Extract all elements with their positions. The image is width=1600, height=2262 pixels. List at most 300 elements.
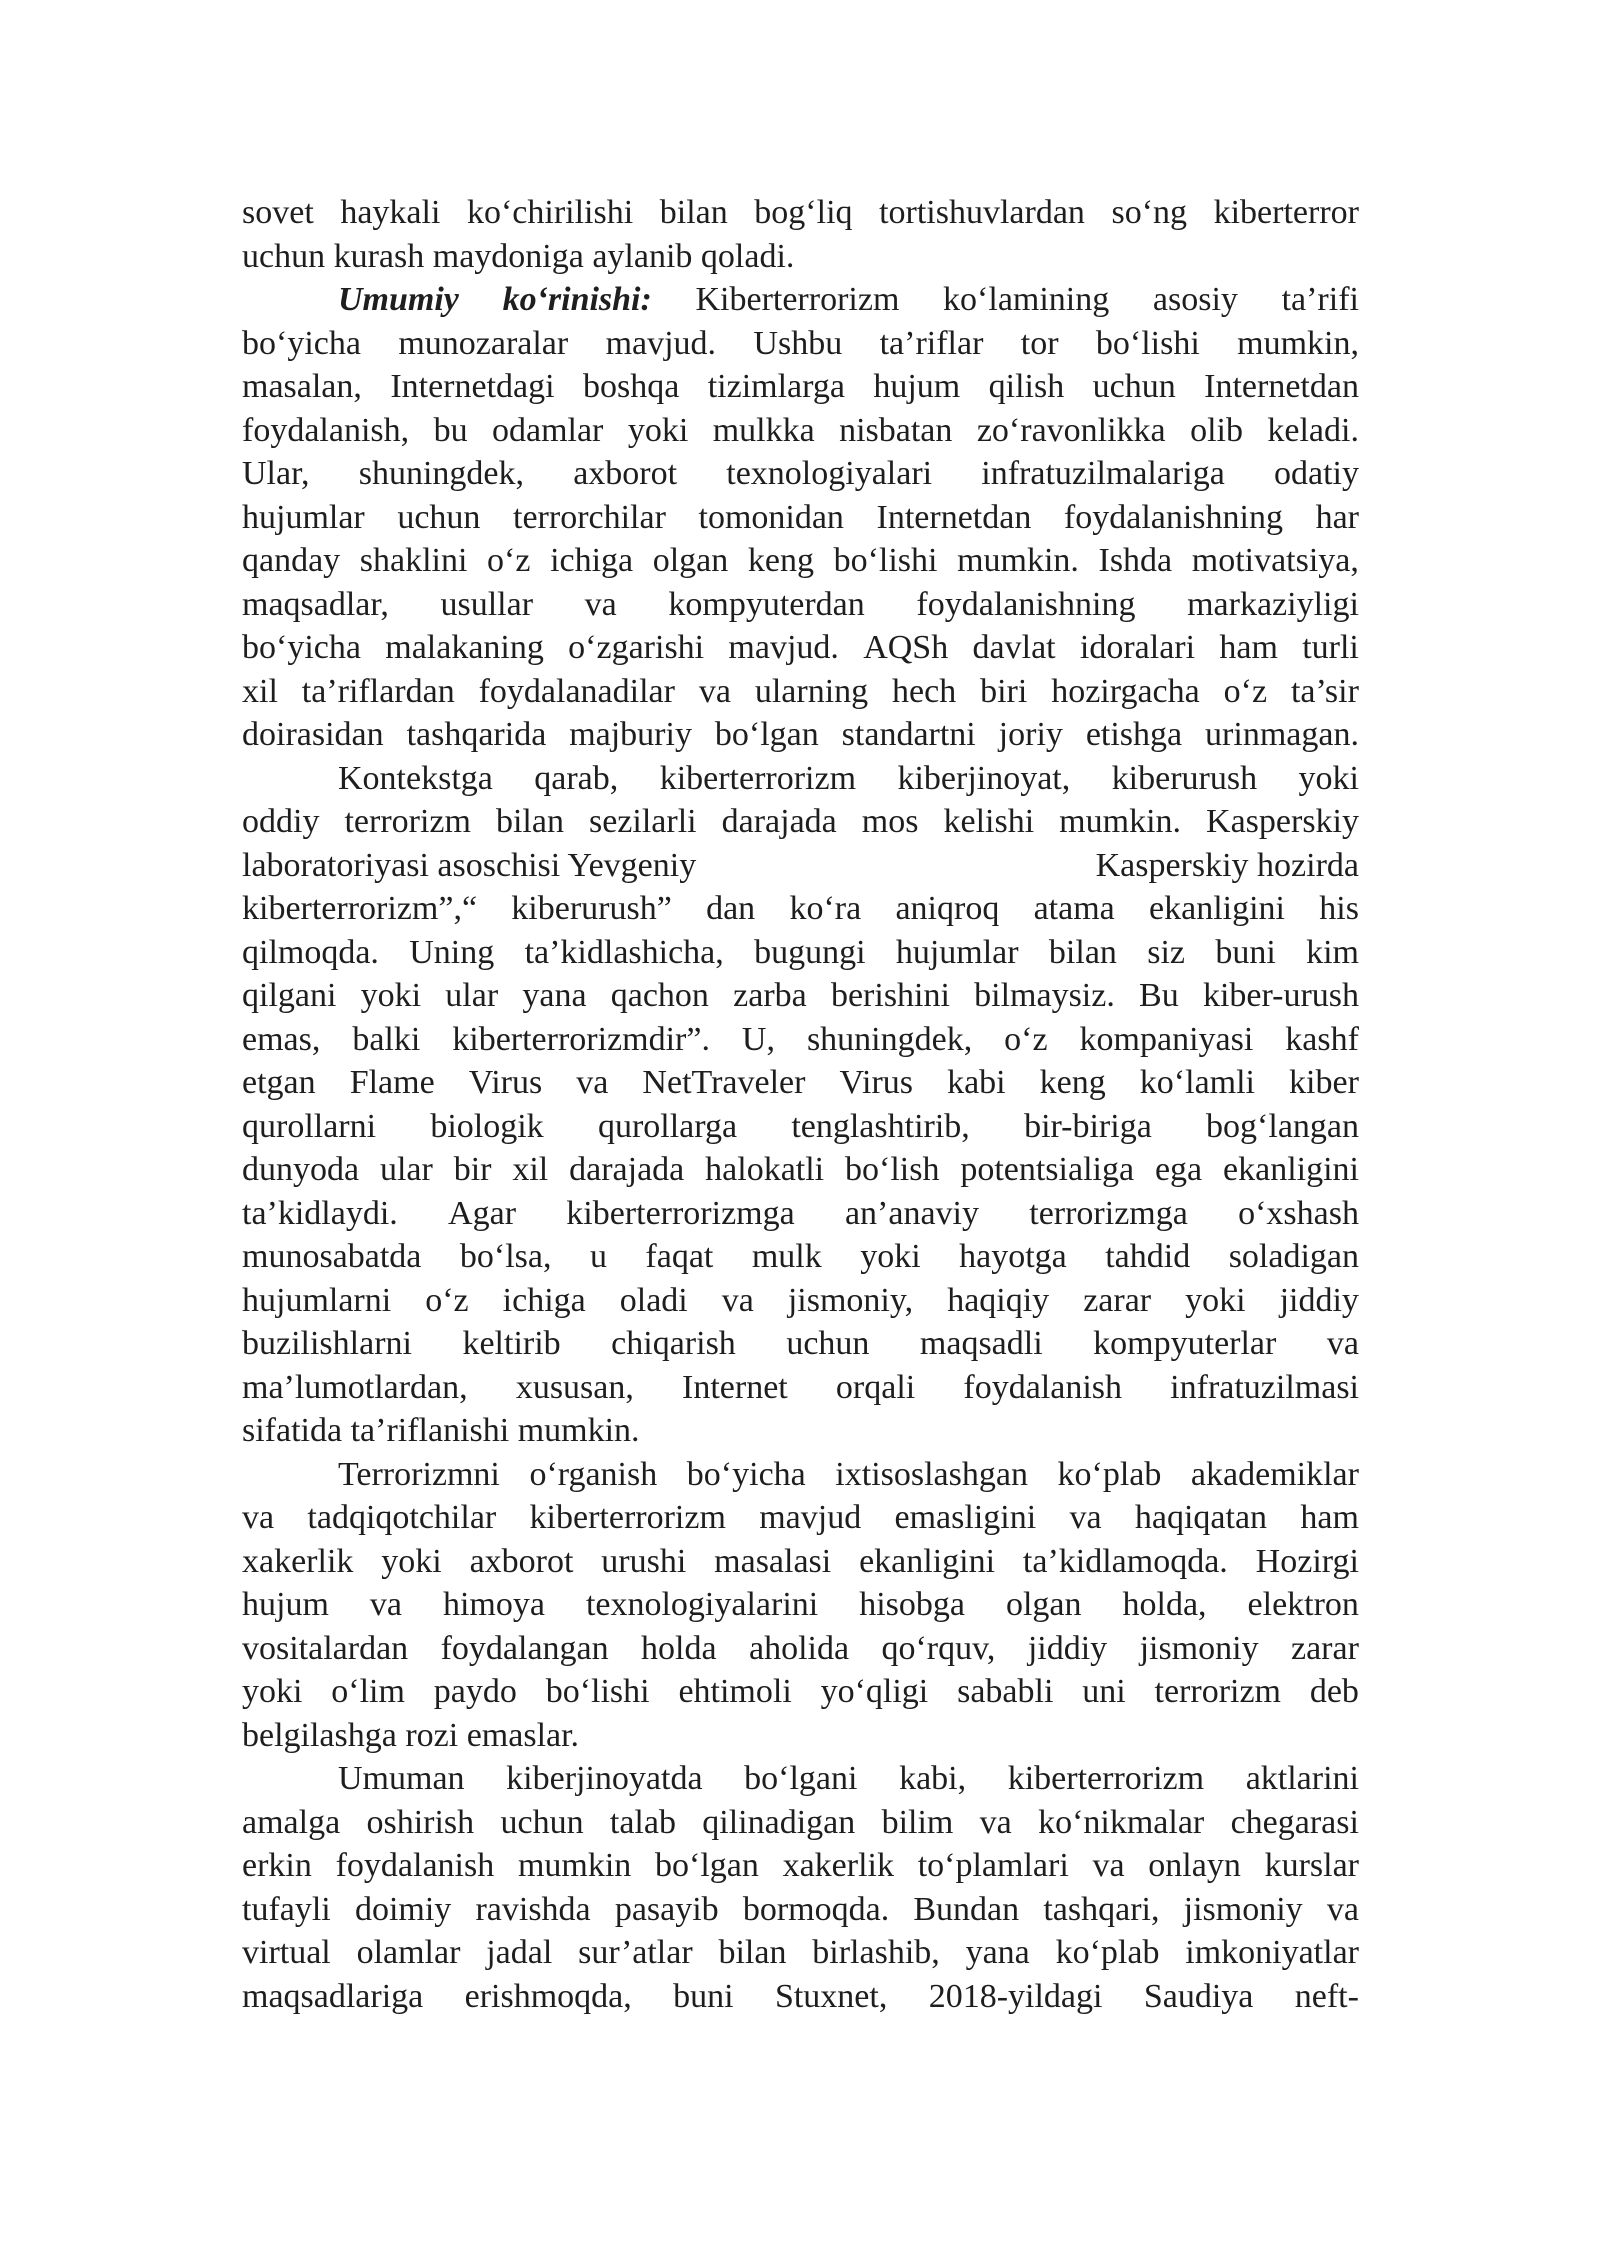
word: bo‘lishi xyxy=(833,542,938,579)
word: aktlarini xyxy=(1245,1760,1359,1797)
text-line xyxy=(242,713,1359,757)
word: foydalanish, xyxy=(242,411,410,449)
word: emas, xyxy=(242,1020,321,1058)
word: ko‘nikmalar xyxy=(1038,1803,1205,1841)
word: boshqa xyxy=(582,368,680,405)
text-line xyxy=(242,1279,1359,1323)
word: malakaning xyxy=(385,629,544,666)
text-fragment: laboratoriyasi asoschisi Yevgeniy xyxy=(242,846,697,884)
word: davlat xyxy=(972,629,1056,666)
word: bilan xyxy=(1048,933,1117,971)
word: kiber xyxy=(1289,1064,1359,1101)
word: biri xyxy=(980,672,1028,710)
word: zarar xyxy=(1291,1629,1359,1667)
word: urinmagan. xyxy=(1205,716,1359,753)
word: va xyxy=(1092,1847,1125,1884)
word: va xyxy=(1326,1325,1359,1362)
word: mulk xyxy=(751,1238,822,1275)
text-line xyxy=(242,757,1359,801)
word: va xyxy=(369,1586,402,1623)
word: ravishda xyxy=(475,1890,591,1928)
word: maqsadlar, xyxy=(242,585,389,623)
word: olgan xyxy=(652,542,729,579)
word: foydalanishning xyxy=(916,585,1136,623)
word: bo‘lsa, xyxy=(459,1238,552,1275)
word: axborot xyxy=(469,1542,574,1580)
word: Internetdagi xyxy=(390,368,555,405)
word: axborot xyxy=(573,455,678,492)
word: bilim xyxy=(881,1803,954,1841)
word: turli xyxy=(1302,629,1359,666)
word: bo‘lgan xyxy=(655,1847,759,1884)
subheading-word: Umumiy xyxy=(338,281,459,318)
text-line xyxy=(242,452,1359,496)
word: ichiga xyxy=(550,542,634,579)
word: qo‘rquv, xyxy=(881,1629,996,1667)
word: o‘lim xyxy=(331,1673,405,1710)
word: ta’riflar xyxy=(879,324,984,362)
word: qilinadigan xyxy=(702,1803,856,1841)
word: bo‘lgani xyxy=(744,1760,858,1797)
word: infratuzilmalariga xyxy=(981,455,1225,492)
word: o‘z xyxy=(425,1281,469,1319)
word: ta’sir xyxy=(1290,672,1359,710)
word: shuningdek, xyxy=(806,1020,973,1058)
word: halokatli xyxy=(705,1151,825,1188)
text-line xyxy=(242,1757,1359,1801)
word: hayotga xyxy=(959,1238,1067,1275)
word: ko‘plab xyxy=(1055,1934,1160,1971)
word: mumkin xyxy=(517,1847,632,1884)
word: balki xyxy=(352,1020,421,1058)
word: Kiberterrorizm xyxy=(695,281,900,318)
word: nisbatan xyxy=(839,411,953,449)
text-line xyxy=(242,1366,1359,1410)
word: va xyxy=(721,1281,754,1319)
word: so‘ng xyxy=(1111,194,1188,231)
word: himoya xyxy=(442,1586,545,1623)
word: masalan, xyxy=(242,368,362,405)
word: xususan, xyxy=(515,1368,634,1406)
word: bilan xyxy=(495,803,564,840)
word: dunyoda xyxy=(242,1151,360,1188)
word: kiberurush xyxy=(1111,759,1258,797)
word: har xyxy=(1315,498,1359,536)
word: emaslar. xyxy=(466,1716,580,1754)
word: neft- xyxy=(1294,1977,1359,2015)
word: biologik xyxy=(430,1107,544,1145)
word: aholida xyxy=(748,1629,850,1667)
text-line xyxy=(242,235,1359,279)
word: jiddiy xyxy=(1027,1629,1108,1667)
word: o‘rganish xyxy=(529,1455,658,1493)
word: zarba xyxy=(733,977,807,1014)
word: Virus xyxy=(839,1064,914,1101)
word: terrorizmga xyxy=(1029,1194,1188,1232)
word: bormoqda. xyxy=(742,1890,890,1928)
word: pasayib xyxy=(614,1890,719,1928)
word: yoki xyxy=(360,977,422,1014)
text-line xyxy=(242,1714,1359,1758)
word: Ular, xyxy=(242,455,310,492)
word: keng xyxy=(747,542,814,579)
word: tashqarida xyxy=(406,716,547,753)
word: yoki xyxy=(860,1238,921,1275)
word: jiddiy xyxy=(1279,1281,1359,1319)
word: qilmoqda. xyxy=(242,933,379,971)
text-line xyxy=(242,1540,1359,1584)
word: aylanib xyxy=(592,237,701,275)
word: mavjud. xyxy=(728,629,839,666)
text-line xyxy=(242,626,1359,670)
word: buzilishlarni xyxy=(242,1325,412,1362)
word: munosabatda xyxy=(242,1238,422,1275)
word: hujum xyxy=(242,1586,329,1623)
paragraph xyxy=(242,278,1359,757)
text-line xyxy=(242,539,1359,583)
word: yo‘qligi xyxy=(820,1673,929,1710)
word: erkin xyxy=(242,1847,312,1884)
word: rozi xyxy=(405,1716,467,1754)
word: va xyxy=(242,1499,275,1536)
word: mumkin. xyxy=(517,1412,640,1449)
word: birlashib, xyxy=(812,1934,940,1971)
word: qilish xyxy=(988,368,1065,405)
word: texnologiyalari xyxy=(726,455,933,492)
word: etgan xyxy=(242,1064,316,1101)
word: ta’kidlamoqda. xyxy=(1022,1542,1228,1580)
word: kelishi xyxy=(943,803,1035,840)
word: mavjud xyxy=(759,1499,862,1536)
text-line xyxy=(242,191,1359,235)
word: yoki xyxy=(1298,759,1359,797)
word: oladi xyxy=(619,1281,688,1319)
word: buni xyxy=(1215,933,1276,971)
text-line xyxy=(242,844,1359,888)
word: kabi, xyxy=(899,1760,967,1797)
word: sezilarli xyxy=(588,803,697,840)
word: ko‘chirilishi xyxy=(466,194,634,231)
word: ular xyxy=(379,1151,433,1188)
word: texnologiyalarini xyxy=(585,1586,819,1623)
word: erishmoqda, xyxy=(464,1977,632,2015)
text-line xyxy=(242,1409,1359,1453)
word: imkoniyatlar xyxy=(1185,1934,1359,1971)
word: ta’riflanishi xyxy=(350,1412,518,1449)
word: tortishuvlardan xyxy=(879,194,1085,231)
word: odatiy xyxy=(1274,455,1359,492)
word: elektron xyxy=(1247,1586,1359,1623)
text-line xyxy=(242,365,1359,409)
word: olgan xyxy=(1005,1586,1082,1623)
word: kompaniyasi xyxy=(1079,1020,1254,1058)
word: ularning xyxy=(754,672,869,710)
word: bo‘lishi xyxy=(545,1673,650,1710)
paragraph xyxy=(242,191,1359,278)
word: bilmaysiz. xyxy=(974,977,1115,1014)
word: Kontekstga xyxy=(338,759,493,797)
word: kiberterrorizmga xyxy=(566,1194,795,1232)
word: xil xyxy=(512,1151,549,1188)
text-line xyxy=(242,496,1359,540)
word: maqsadlariga xyxy=(242,1977,424,2015)
word: ko‘lamli xyxy=(1139,1064,1255,1101)
word: haqiqiy xyxy=(947,1281,1050,1319)
word: o‘xshash xyxy=(1238,1194,1359,1232)
word: darajada xyxy=(721,803,837,840)
word: Umuman xyxy=(338,1760,465,1797)
word: Hozirgi xyxy=(1255,1542,1359,1580)
word: uchun xyxy=(242,237,334,275)
word: talab xyxy=(609,1803,676,1841)
word: Kasperskiy xyxy=(1206,803,1359,840)
word: asosiy xyxy=(1152,281,1238,318)
word: tufayli xyxy=(242,1890,331,1928)
text-line xyxy=(242,1888,1359,1932)
word: Flame xyxy=(349,1064,435,1101)
word: tadqiqotchilar xyxy=(307,1499,497,1536)
word: bir xyxy=(453,1151,492,1188)
word: ko‘lamining xyxy=(943,281,1110,318)
word: ichiga xyxy=(502,1281,586,1319)
word: akademiklar xyxy=(1190,1455,1359,1493)
word: zarar xyxy=(1083,1281,1152,1319)
word: odamlar xyxy=(491,411,604,449)
word: hozirgacha xyxy=(1051,672,1200,710)
word: masalasi xyxy=(714,1542,832,1580)
word: va xyxy=(698,672,731,710)
word: tomonidan xyxy=(698,498,844,536)
word: kiberterrorizmdir”. xyxy=(452,1020,710,1058)
word: etishga xyxy=(1085,716,1183,753)
word: siz xyxy=(1147,933,1185,971)
word: atama xyxy=(1033,890,1115,927)
word: kiberterrorizm”,“ xyxy=(242,890,478,927)
word: deb xyxy=(1309,1673,1359,1710)
word: yoki xyxy=(627,411,689,449)
text-line xyxy=(242,974,1359,1018)
text-line xyxy=(242,1148,1359,1192)
word: onlayn xyxy=(1148,1847,1241,1884)
word: ixtisoslashgan xyxy=(835,1455,1028,1493)
word: aniqroq xyxy=(895,890,1000,927)
word: ta’kidlashicha, xyxy=(524,933,724,971)
word: mumkin. xyxy=(957,542,1079,579)
word: his xyxy=(1319,890,1359,927)
word: idoralari xyxy=(1079,629,1196,666)
word: va xyxy=(979,1803,1012,1841)
word: zo‘ravonlikka xyxy=(976,411,1166,449)
word: kiberterrorizm xyxy=(1007,1760,1205,1797)
word: uchun xyxy=(1092,368,1176,405)
word: chiqarish xyxy=(611,1325,736,1362)
word: tashqari, xyxy=(1043,1890,1160,1928)
word: keladi. xyxy=(1267,411,1359,449)
word: ta’rifi xyxy=(1281,281,1359,318)
word: belgilashga xyxy=(242,1716,406,1754)
word: tahdid xyxy=(1105,1238,1191,1275)
word: Stuxnet, xyxy=(774,1977,888,2015)
word: kiberterrorizm xyxy=(529,1499,726,1536)
word: virtual xyxy=(242,1934,331,1971)
word: bu xyxy=(433,411,468,449)
word: o‘z xyxy=(1004,1020,1048,1058)
word: sur’atlar xyxy=(578,1934,693,1971)
text-line xyxy=(242,322,1359,366)
word: emasligini xyxy=(894,1499,1037,1536)
word: orqali xyxy=(835,1368,916,1406)
word: Internet xyxy=(682,1368,788,1406)
word: amalga xyxy=(242,1803,341,1841)
word: Bundan xyxy=(913,1890,1020,1928)
word: soladigan xyxy=(1228,1238,1359,1275)
word: uchun xyxy=(500,1803,584,1841)
word: uni xyxy=(1082,1673,1126,1710)
text-line xyxy=(242,800,1359,844)
word: joriy xyxy=(998,716,1063,753)
word: AQSh xyxy=(863,629,949,666)
word: Internetdan xyxy=(876,498,1032,536)
word: uchun xyxy=(786,1325,870,1362)
text-line xyxy=(242,1496,1359,1540)
word: terrorchilar xyxy=(513,498,666,536)
word: xakerlik xyxy=(242,1542,354,1580)
text-line xyxy=(242,1627,1359,1671)
word: holda, xyxy=(1122,1586,1207,1623)
word: ta’riflardan xyxy=(301,672,455,710)
word: potentsialiga xyxy=(960,1151,1135,1188)
word: hujumlarni xyxy=(242,1281,392,1319)
word: mos xyxy=(861,803,919,840)
text-line xyxy=(242,278,1359,322)
text-line xyxy=(242,1844,1359,1888)
word: olib xyxy=(1190,411,1243,449)
word: jismoniy, xyxy=(787,1281,914,1319)
word: kiberterror xyxy=(1213,194,1359,231)
word: ehtimoli xyxy=(678,1673,792,1710)
word: kiberterrorizm xyxy=(659,759,857,797)
word: maydoniga xyxy=(432,237,593,275)
word: o‘z xyxy=(487,542,531,579)
word: berishini xyxy=(830,977,950,1014)
word: kim xyxy=(1306,933,1359,971)
text-line xyxy=(242,583,1359,627)
word: terrorizm xyxy=(1154,1673,1282,1710)
word: foydalanish xyxy=(963,1368,1123,1406)
word: jismoniy xyxy=(1183,1890,1303,1928)
word: hech xyxy=(892,672,957,710)
word: urushi xyxy=(601,1542,687,1580)
word: yoki xyxy=(1185,1281,1246,1319)
word: va xyxy=(1326,1890,1359,1928)
word: mumkin. xyxy=(1059,803,1182,840)
word: sovet xyxy=(242,194,314,231)
text-line xyxy=(242,1931,1359,1975)
text-line xyxy=(242,409,1359,453)
word: ta’kidlaydi. xyxy=(242,1194,398,1232)
text-line xyxy=(242,670,1359,714)
word: U, xyxy=(741,1020,775,1058)
text-line xyxy=(242,1018,1359,1062)
word: yana xyxy=(965,1934,1030,1971)
word: doirasidan xyxy=(242,716,384,753)
word: bir-biriga xyxy=(1024,1107,1152,1145)
word: kashf xyxy=(1285,1020,1359,1058)
word: ekanligini xyxy=(1223,1151,1359,1188)
word: tenglashtirib, xyxy=(791,1107,970,1145)
word: markaziyligi xyxy=(1187,585,1359,623)
word: kompyuterlar xyxy=(1093,1325,1277,1362)
word: ega xyxy=(1154,1151,1203,1188)
word: qachon xyxy=(610,977,709,1014)
word: xakerlik xyxy=(782,1847,894,1884)
word: buni xyxy=(673,1977,734,2015)
word: shuningdek, xyxy=(358,455,525,492)
word: qanday xyxy=(242,542,341,579)
word: qurollarni xyxy=(242,1107,377,1145)
text-line xyxy=(242,1061,1359,1105)
word: bog‘liq xyxy=(754,194,853,231)
word: dan xyxy=(706,890,756,927)
text-line xyxy=(242,1322,1359,1366)
word: mumkin, xyxy=(1237,324,1359,362)
word: ko‘ra xyxy=(789,890,862,927)
text-line xyxy=(242,1235,1359,1279)
word: bilan xyxy=(659,194,728,231)
word: o‘zgarishi xyxy=(568,629,705,666)
word: Internetdan xyxy=(1204,368,1359,405)
word: shaklini xyxy=(359,542,468,579)
text-line xyxy=(242,1105,1359,1149)
word: qilgani xyxy=(242,977,337,1014)
word: chegarasi xyxy=(1230,1803,1359,1841)
word: yoki xyxy=(242,1673,303,1710)
word: mulkka xyxy=(712,411,815,449)
word: tor xyxy=(1020,324,1059,362)
word: Agar xyxy=(448,1194,517,1232)
word: terrorizm xyxy=(344,803,471,840)
text-line xyxy=(242,1453,1359,1497)
word: standartni xyxy=(841,716,976,753)
word: bo‘yicha xyxy=(686,1455,806,1493)
word: Saudiya xyxy=(1143,1977,1254,2015)
word: Ishda xyxy=(1098,542,1173,579)
word: hujum xyxy=(873,368,961,405)
word: jismoniy xyxy=(1139,1629,1259,1667)
subheading-word: ko‘rinishi: xyxy=(502,281,652,318)
word: u xyxy=(589,1238,607,1275)
paragraph xyxy=(242,1453,1359,1758)
word: sifatida xyxy=(242,1412,351,1449)
text-line xyxy=(242,1670,1359,1714)
paragraph xyxy=(242,757,1359,1453)
word: qoladi. xyxy=(700,237,795,275)
word: maqsadli xyxy=(919,1325,1043,1362)
word: kiber-urush xyxy=(1202,977,1359,1014)
text-line xyxy=(242,931,1359,975)
word: hujumlar xyxy=(242,498,365,536)
word: ham xyxy=(1219,629,1278,666)
word: bilan xyxy=(718,1934,787,1971)
word: faqat xyxy=(645,1238,714,1275)
word: xil xyxy=(242,672,278,710)
word: foydalangan xyxy=(440,1629,609,1667)
word: 2018-yildagi xyxy=(928,1977,1103,2015)
word: keng xyxy=(1039,1064,1106,1101)
word: ham xyxy=(1300,1499,1359,1536)
word: kiberurush” xyxy=(511,890,672,927)
word: va xyxy=(1069,1499,1102,1536)
